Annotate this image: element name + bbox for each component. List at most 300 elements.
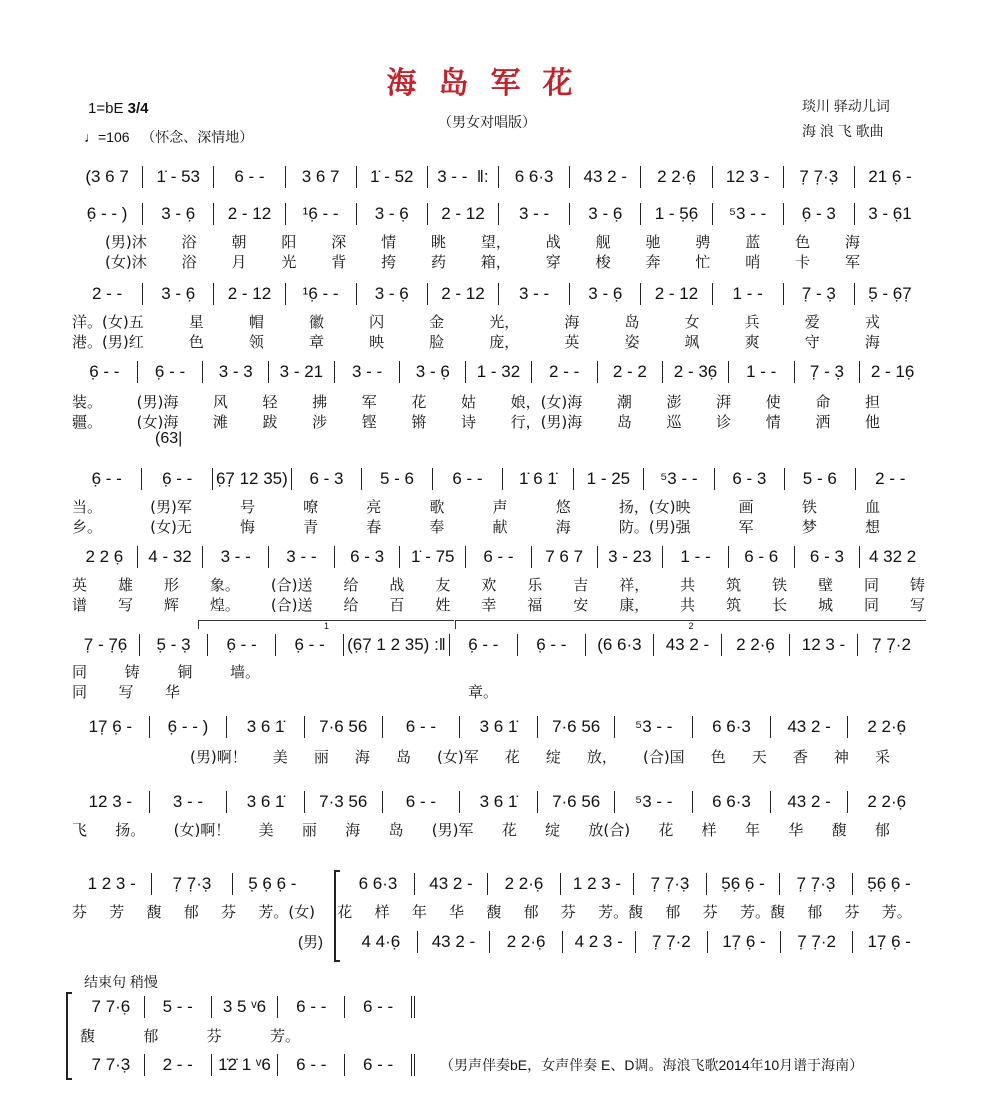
measure: 2 2·6̣ (867, 792, 907, 811)
measure: 6 - - (433, 468, 503, 490)
measure: 2 - 12 (214, 203, 285, 225)
lyric-word: 形 (163, 576, 179, 594)
measure: 43 2 - (418, 931, 491, 953)
measure: 7·6 56 (538, 716, 616, 738)
measure: ⁵3 - - (713, 203, 784, 225)
measure: 6 6·3 (342, 873, 415, 895)
lyric-word: 奉 (429, 518, 445, 536)
lyric-word: (合)送 (270, 596, 313, 614)
lyric-word: 给 (343, 576, 359, 594)
measure: 1 - - (729, 361, 795, 383)
lyric-word: 行，(男)海 (510, 413, 583, 431)
measure: 6̣ - - (518, 634, 586, 656)
lyric-word: 徽 (308, 313, 324, 331)
lyric-word: 同 (863, 596, 879, 614)
measure: 2 2·6̣ (488, 873, 561, 895)
measure: 12 3 - (72, 791, 150, 813)
lyric-line (468, 681, 500, 702)
lyric-word: 铿 (361, 413, 377, 431)
measure: 3 - - ‖: (428, 166, 499, 188)
lyric-line (72, 681, 180, 702)
lyric-word: 铸 (909, 576, 925, 594)
lyric-word: 共 (680, 596, 696, 614)
part-brace (334, 870, 340, 962)
lyric-word: 章。 (468, 683, 499, 701)
time-signature: 3/4 (127, 100, 149, 117)
measure: 1̇ 6 1̇ (503, 468, 573, 490)
lyric-line (72, 516, 880, 537)
lyric-word: 浴 (181, 233, 197, 251)
lyric-word: 年 (411, 903, 427, 921)
lyric-word: 海 (345, 821, 361, 839)
lyric-word: 涉 (312, 413, 328, 431)
measure: 3 - - (335, 361, 401, 383)
measure: 7̣ 7̣·2 (781, 931, 854, 953)
lyric-word: 装。 (72, 393, 103, 411)
measure: 6̣ - - ) (72, 203, 143, 225)
lyric-word: 梦 (801, 518, 817, 536)
lyric-word: 芳。 (269, 1027, 300, 1045)
lyric-word: 筑 (726, 576, 742, 594)
measure: 6 - - (278, 1054, 345, 1076)
measure: (6̣7̣ 1 2 35) :‖ (344, 634, 450, 656)
lyric-word: 芳。(女) (258, 903, 316, 921)
lyric-word: 港。(男)红 (72, 333, 144, 351)
lyric-word: 驰 (645, 233, 661, 251)
measure: 12 3 - (790, 634, 858, 656)
lyric-word: 花 (337, 903, 353, 921)
measure: 1 - 25 (574, 468, 644, 490)
lyric-word: 忙 (695, 253, 711, 271)
lyric-word: 样 (701, 821, 717, 839)
lyric-word: 情 (381, 233, 397, 251)
measure: 7·6 56 (305, 716, 383, 738)
measure: 7̣ 7̣·3̣ (784, 166, 855, 188)
lyric-line (80, 1025, 300, 1046)
lyric-word: 深 (331, 233, 347, 251)
lyric-line (72, 901, 912, 922)
lyric-word: 美 (258, 821, 274, 839)
measure: 3 - 21 (269, 361, 335, 383)
lyric-word: 放(合) (588, 821, 631, 839)
measure: 3 - - (269, 546, 335, 568)
lyric-word: 跋 (262, 413, 278, 431)
lyric-word: 郁 (143, 1027, 159, 1045)
measure: 1 - 5̣6̣ (641, 203, 712, 225)
measure: 3 6 1̇ (227, 716, 305, 738)
notation-row (72, 545, 925, 569)
lyric-word: 芳。馥 (598, 903, 644, 921)
lyric-line (190, 746, 890, 767)
lyric-line (72, 661, 260, 682)
lyric-word: 铁 (772, 576, 788, 594)
lyric-word: 骋 (695, 233, 711, 251)
lyric-word: 写 (909, 596, 925, 614)
lyric-word: 嘹 (303, 498, 319, 516)
lyric-word: 卡 (795, 253, 811, 271)
lyric-word: 诗 (460, 413, 476, 431)
measure: 2 - 12 (214, 283, 285, 305)
lyric-word: 悠 (555, 498, 571, 516)
lyric-word: 军 (361, 393, 377, 411)
lyric-word: 兵 (744, 313, 760, 331)
measure: 1 - - (713, 283, 784, 305)
ending-brace (66, 992, 72, 1080)
lyric-word: 同 (72, 663, 88, 681)
measure: 2 - 12 (428, 283, 499, 305)
measure: 6 6·3 (693, 716, 771, 738)
lyric-word: 谱 (72, 596, 88, 614)
tempo-line (84, 127, 253, 147)
lyric-word: 浴 (181, 253, 197, 271)
lyric-word: 药 (430, 253, 446, 271)
lyric-word: 芬 (844, 903, 860, 921)
lyric-word: (男)军 (431, 821, 474, 839)
lyric-word: 滩 (212, 413, 228, 431)
lyric-word: 芬 (560, 903, 576, 921)
lyric-word: 馥 (80, 1027, 96, 1045)
measure: ⁵3 - - (615, 716, 693, 738)
lyric-word: 年 (744, 821, 760, 839)
measure: 43 2 - (771, 716, 849, 738)
lyric-word: 春 (366, 518, 382, 536)
lyric-word: 绽 (545, 748, 561, 766)
lyric-word: 青 (303, 518, 319, 536)
lyric-word: 欢 (481, 576, 497, 594)
lyric-word: 郁 (665, 903, 681, 921)
lyric-word: 戎 (864, 313, 880, 331)
measure: 6 - 3 (715, 468, 785, 490)
measure: ⁵3 - - (644, 468, 714, 490)
lyric-word: 美 (272, 748, 288, 766)
lyric-word: 绽 (545, 821, 561, 839)
lyric-word: 芳。 (881, 903, 912, 921)
measure: 2 - - (72, 283, 143, 305)
measure: 1 2 3 - (72, 873, 152, 895)
measure: 6 - 3 (335, 546, 401, 568)
notation-row (72, 467, 925, 491)
measure: 6̣7̣ 12 35) (213, 468, 292, 490)
lyric-word: 放， (586, 748, 617, 766)
lyricist: 琰川 驿动儿词 (802, 98, 890, 114)
measure: 7̣ 7̣·3̣ (634, 873, 707, 895)
lyric-word: 箱， (480, 253, 511, 271)
lyric-word: 海 (564, 313, 580, 331)
measure: 43 2 - (415, 873, 488, 895)
lyric-word: 色 (710, 748, 726, 766)
lyric-word: 使 (765, 393, 781, 411)
measure: 6 - - (383, 716, 461, 738)
lyric-word: 梭 (595, 253, 611, 271)
lyric-word: 映 (369, 333, 385, 351)
measure: 1̇ - 52 (357, 166, 428, 188)
lyric-word: 声 (492, 498, 508, 516)
lyric-word: 筑 (726, 596, 742, 614)
lyric-word: 当。 (72, 498, 103, 516)
measure: 17̣ 6̣ - (867, 932, 911, 951)
measure: 4 32 2 (868, 547, 917, 566)
lyric-word: 花 (504, 748, 520, 766)
measure: 3 - 6̣ (570, 283, 641, 305)
measure: 6 - - (214, 166, 285, 188)
lyric-line (72, 411, 880, 432)
lyric-word: 芬 (206, 1027, 222, 1045)
lyric-word: 悔 (239, 518, 255, 536)
lyric-word: 雄 (117, 576, 133, 594)
lyric-word: 战 (389, 576, 405, 594)
lyric-word: 歌 (429, 498, 445, 516)
measure: 6 - - (383, 791, 461, 813)
lyric-word: 天 (751, 748, 767, 766)
measure: 5 - - (145, 996, 212, 1018)
measure: 4 - 32 (138, 546, 204, 568)
lyric-word: 舰 (595, 233, 611, 251)
lyric-word: 城 (818, 596, 834, 614)
lyric-word: 澎 (666, 393, 682, 411)
measure: 2 - - (532, 361, 598, 383)
lyric-line (72, 819, 890, 840)
measure: 6 - 3 (795, 546, 861, 568)
lyric-line (72, 574, 925, 595)
measure: 7 7·3̣ (78, 1054, 145, 1076)
mood: （怀念、深情地） (141, 129, 254, 145)
lyric-word: (女)沐 (105, 253, 147, 271)
lyric-word: 洋。(女)五 (72, 313, 144, 331)
measure: 5̣ 6̣ 6̣ - (248, 874, 297, 893)
lyric-word: 海 (864, 333, 880, 351)
measure: 3 - 3 (203, 361, 269, 383)
measure: 43 2 - (771, 791, 849, 813)
lyric-word: 扬，(女)映 (618, 498, 691, 516)
lyric-word: 巡 (666, 413, 682, 431)
measure: 3 6 7 (286, 166, 357, 188)
lyric-word: 星 (188, 313, 204, 331)
lyric-word: 扬。 (115, 821, 146, 839)
lyric-word: 写 (117, 596, 133, 614)
measure: 1 2 3 - (561, 873, 634, 895)
lyric-word: 画 (738, 498, 754, 516)
lyric-word: 亮 (366, 498, 382, 516)
lyric-word: 拂 (312, 393, 328, 411)
lyric-word: 章 (308, 333, 324, 351)
composer: 海 浪 飞 歌曲 (802, 123, 884, 139)
measure: (6 6·3 (586, 634, 654, 656)
lyric-word: 样 (374, 903, 390, 921)
footnote: （男声伴奏bE，女声伴奏 E、D调。海浪飞歌2014年10月谱于海南） (440, 1057, 864, 1073)
measure: 3 - 6̣ (357, 283, 428, 305)
lyric-word: 飞 (72, 821, 88, 839)
measure: 6̣ - - (276, 634, 344, 656)
lyric-word: 穿 (545, 253, 561, 271)
notation-row (345, 930, 925, 954)
lyric-word: 英 (72, 576, 88, 594)
lyric-word: 爱 (804, 313, 820, 331)
lyric-word: 海 (354, 748, 370, 766)
lyric-word: (女)啊！ (173, 821, 231, 839)
lyric-word: 英 (564, 333, 580, 351)
lyric-word: 轻 (262, 393, 278, 411)
song-title: 海岛军花 (386, 66, 595, 101)
lyric-word: 郁 (183, 903, 199, 921)
measure: 3 - - (499, 203, 570, 225)
lyric-word: 郁 (523, 903, 539, 921)
lyric-word: 花 (501, 821, 517, 839)
measure: 3 - 6̣ (400, 361, 466, 383)
measure: 6̣ - - ) (150, 716, 228, 738)
lyric-word: 帽 (248, 313, 264, 331)
key: 1=bE (88, 100, 124, 117)
measure: 2 - 16̣ (870, 362, 915, 381)
lyric-word: 眺 (430, 233, 446, 251)
lyric-word: 娘，(女)海 (510, 393, 583, 411)
lyric-word: 丽 (313, 748, 329, 766)
measure: 5̣6̣ 6̣ - (867, 874, 911, 893)
measure: 43 2 - (570, 166, 641, 188)
notation-row (72, 202, 925, 226)
measure: 6̣ - - (72, 361, 138, 383)
lyric-word: (女)海 (136, 413, 179, 431)
measure: 6 - 6 (729, 546, 795, 568)
lyric-word: (男)沐 (105, 233, 147, 251)
measure: ⁵3 - - (615, 791, 693, 813)
lyric-word: 采 (874, 748, 890, 766)
lyric-word: 海 (844, 233, 860, 251)
lyric-word: 芳。馥 (739, 903, 785, 921)
measure: 3 - 6̣1 (868, 204, 912, 223)
notation-row (72, 872, 312, 896)
measure: 7 6 7 (532, 546, 598, 568)
lyric-word: 诊 (716, 413, 732, 431)
measure: 6̣ - - (208, 634, 276, 656)
lyric-word: 奔 (645, 253, 661, 271)
measure: 6̣ - - (450, 634, 518, 656)
lyric-word: 光， (489, 313, 520, 331)
measure: 2 - - (145, 1054, 212, 1076)
measure: 3 - 6̣ (357, 203, 428, 225)
measure: 12 3 - (713, 166, 784, 188)
lyric-word: 湃 (716, 393, 732, 411)
lyric-word: 岛 (388, 821, 404, 839)
measure: ¹6̣ - - (286, 203, 357, 225)
lyric-word: (合)送 (270, 576, 313, 594)
lyric-word: 祥， (619, 576, 650, 594)
measure: 3 5 ᵛ6 (212, 996, 279, 1018)
lyric-word: 百 (389, 596, 405, 614)
lyric-word: 色 (188, 333, 204, 351)
lyric-word: 背 (331, 253, 347, 271)
lyric-word: 光 (281, 253, 297, 271)
lyric-word: 风 (212, 393, 228, 411)
lyric-word: 号 (239, 498, 255, 516)
measure: 1 - - (663, 546, 729, 568)
notation-row (72, 282, 925, 306)
lyric-word: 命 (815, 393, 831, 411)
lyric-word: 馥 (486, 903, 502, 921)
measure: 6̣ - 3 (784, 203, 855, 225)
lyric-word: 战 (545, 233, 561, 251)
lyric-line (72, 391, 880, 412)
measure: 1 - 32 (466, 361, 532, 383)
measure: 2 - 12 (641, 283, 712, 305)
lyric-word: 挎 (381, 253, 397, 271)
measure: 5 - 6 (362, 468, 432, 490)
lyric-word: 福 (527, 596, 543, 614)
lyric-word: 安 (573, 596, 589, 614)
lyric-word: 姿 (624, 333, 640, 351)
lyric-word: 花 (411, 393, 427, 411)
lyric-word: 岛 (616, 413, 632, 431)
lyric-word: 朝 (231, 233, 247, 251)
lyric-word: 望， (480, 233, 511, 251)
lyric-word: 哨 (745, 253, 761, 271)
measure: 5̣6̣ 6̣ - (707, 873, 780, 895)
measure: 6 6·3 (499, 166, 570, 188)
measure: 2 - - (875, 469, 906, 488)
lyric-word: 友 (435, 576, 451, 594)
lyric-line (72, 594, 925, 615)
lyric-word: 康， (619, 596, 650, 614)
measure: 7̣ - 3̣ (784, 283, 855, 305)
male-part-label: (男) (298, 934, 323, 951)
lyric-word: 长 (772, 596, 788, 614)
measure: 7̣ - 3̣ (795, 361, 861, 383)
lyric-word: 锵 (411, 413, 427, 431)
lyric-word: (合)国 (642, 748, 685, 766)
key-signature (88, 100, 148, 117)
measure: 2 2·6̣ (490, 931, 563, 953)
measure: 5 - 6 (785, 468, 855, 490)
lyric-line (72, 311, 880, 332)
lyric-word: 写 (118, 683, 134, 701)
measure: 7̣ 7̣·2 (872, 635, 911, 654)
measure: 17̣ 6̣ - (708, 931, 781, 953)
lyric-word: 华 (164, 683, 180, 701)
lyric-word: 他 (864, 413, 880, 431)
pickup-notes: (63| (155, 430, 183, 447)
measure: 3 - - (499, 283, 570, 305)
lyric-word: (女)无 (150, 518, 192, 536)
measure: 17̣ 6̣ - (72, 716, 150, 738)
notation-row (78, 1053, 415, 1077)
measure: 6 6·3 (693, 791, 771, 813)
lyric-word: 海 (555, 518, 571, 536)
lyric-word: 同 (72, 683, 88, 701)
ending-label: 结束句 稍慢 (84, 974, 158, 990)
notation-row (342, 872, 925, 896)
volta-1-label: 1 (323, 621, 329, 631)
measure: 7 7·6̣ (78, 996, 145, 1018)
measure: 2 2·6̣ (867, 717, 907, 736)
lyric-word: 壁 (818, 576, 834, 594)
volta-2-label: 2 (688, 621, 694, 631)
lyric-word: 乐 (527, 576, 543, 594)
tempo: ♩=106 (84, 129, 130, 145)
lyric-word: 香 (792, 748, 808, 766)
lyric-word: 洒 (815, 413, 831, 431)
measure: 3 - 6̣ (143, 203, 214, 225)
lyric-word: 军 (738, 518, 754, 536)
lyric-word: 辉 (163, 596, 179, 614)
lyric-word: 疆。 (72, 413, 103, 431)
measure: 3 - - (150, 791, 228, 813)
lyric-word: 煌。 (209, 596, 240, 614)
measure: 43 2 - (654, 634, 722, 656)
measure: 1̇2̇ 1 ᵛ6 (212, 1054, 279, 1076)
lyric-word: 领 (248, 333, 264, 351)
lyric-word: 同 (863, 576, 879, 594)
lyric-word: 脸 (429, 333, 445, 351)
measure: 7·3 56 (305, 791, 383, 813)
